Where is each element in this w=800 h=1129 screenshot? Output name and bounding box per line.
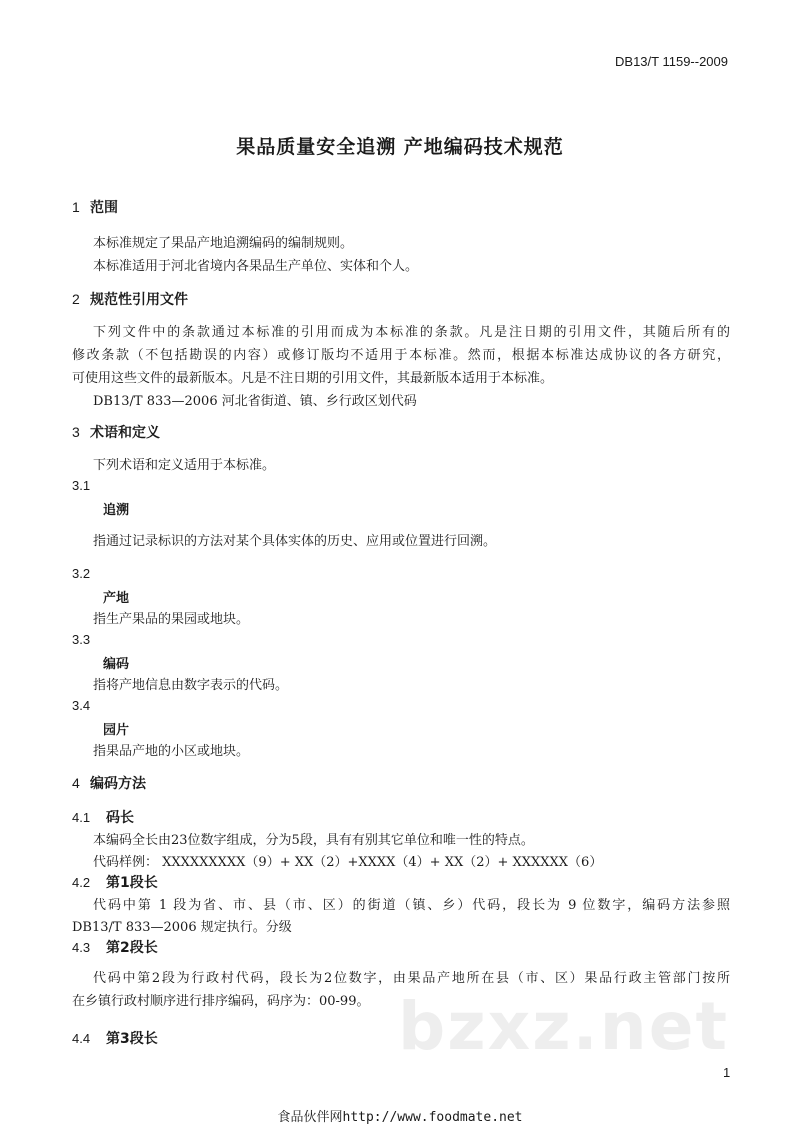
subsection-number: 4.2 [72,875,91,890]
paragraph-line: 代码中第2段为行政村代码，段长为2位数字，由果品产地所在县（市、区）果品行政主管部门按所 [93,971,730,986]
subsection-number: 4.1 [72,810,91,825]
footer [0,1106,800,1125]
term-name: 产地 [103,591,130,606]
section-number: 4 [72,775,80,791]
code-example: 代码样例： XXXXXXXXX（9）+ XX（2）+XXXX（4）+ XX（2）+ XXXXXX（6） [93,855,603,870]
section-2-heading [72,289,188,309]
paragraph-line: 代码中第 1 段为省、市、县（市、区）的街道（镇、乡）代码，段长为 9 位数字，编码方法参照 [93,898,730,913]
footer-link[interactable]: http://www.foodmate.net [342,1110,523,1125]
term-number: 3.2 [72,566,91,581]
term-number: 3.4 [72,698,91,713]
term-definition: 指通过记录标识的方法对某个具体实体的历史、应用或位置进行回溯。 [93,534,497,549]
section-4-heading [72,773,146,793]
paragraph-line: 可使用这些文件的最新版本。凡是不注日期的引用文件，其最新版本适用于本标准。 [72,371,554,386]
paragraph: 本标准规定了果品产地追溯编码的编制规则。 [93,236,354,251]
subsection-title: 第2段长 [106,940,158,956]
subsection-4-4-heading [72,1028,158,1048]
subsection-4-2-heading [72,872,158,892]
subsection-4-3-heading [72,937,158,957]
paragraph: 下列术语和定义适用于本标准。 [93,458,276,473]
section-number: 3 [72,424,80,440]
page-title: 果品质量安全追溯 产地编码技术规范 [236,136,564,158]
section-1-heading [72,197,118,217]
term-name: 编码 [103,657,130,672]
watermark: bzxz.net [398,988,730,1065]
subsection-number: 4.4 [72,1031,91,1046]
term-number: 3.1 [72,478,91,493]
term-definition: 指生产果品的果园或地块。 [93,612,250,627]
paragraph-line: 修改条款（不包括勘误的内容）或修订版均不适用于本标准。然而，根据本标准达成协议的各方研究， [72,348,730,363]
normative-reference: DB13/T 833—2006 河北省街道、镇、乡行政区划代码 [93,394,417,409]
section-number: 2 [72,291,80,307]
subsection-title: 第1段长 [106,875,158,891]
subsection-number: 4.3 [72,940,91,955]
term-name: 园片 [103,723,130,738]
section-title: 范围 [90,200,118,216]
section-title: 编码方法 [90,776,146,792]
section-number: 1 [72,199,80,215]
paragraph: 本编码全长由23位数字组成，分为5段，具有有别其它单位和唯一性的特点。 [93,833,534,848]
term-definition: 指将产地信息由数字表示的代码。 [93,678,289,693]
page-number: 1 [723,1065,731,1080]
subsection-title: 码长 [106,810,134,826]
term-definition: 指果品产地的小区或地块。 [93,744,250,759]
footer-label: 食品伙伴网 [277,1110,343,1125]
subsection-title: 第3段长 [106,1031,158,1047]
paragraph-line: 在乡镇行政村顺序进行排序编码，码序为：00-99。 [72,994,370,1009]
subsection-4-1-heading [72,807,134,827]
section-title: 术语和定义 [90,425,160,441]
paragraph: 本标准适用于河北省境内各果品生产单位、实体和个人。 [93,259,419,274]
term-number: 3.3 [72,632,91,647]
standard-number: DB13/T 1159--2009 [615,54,728,69]
paragraph-line: DB13/T 833—2006 规定执行。分级 [72,920,292,935]
section-3-heading [72,422,160,442]
term-name: 追溯 [103,503,130,518]
section-title: 规范性引用文件 [90,292,188,308]
paragraph-line: 下列文件中的条款通过本标准的引用而成为本标准的条款。凡是注日期的引用文件，其随后所有的 [93,325,730,340]
